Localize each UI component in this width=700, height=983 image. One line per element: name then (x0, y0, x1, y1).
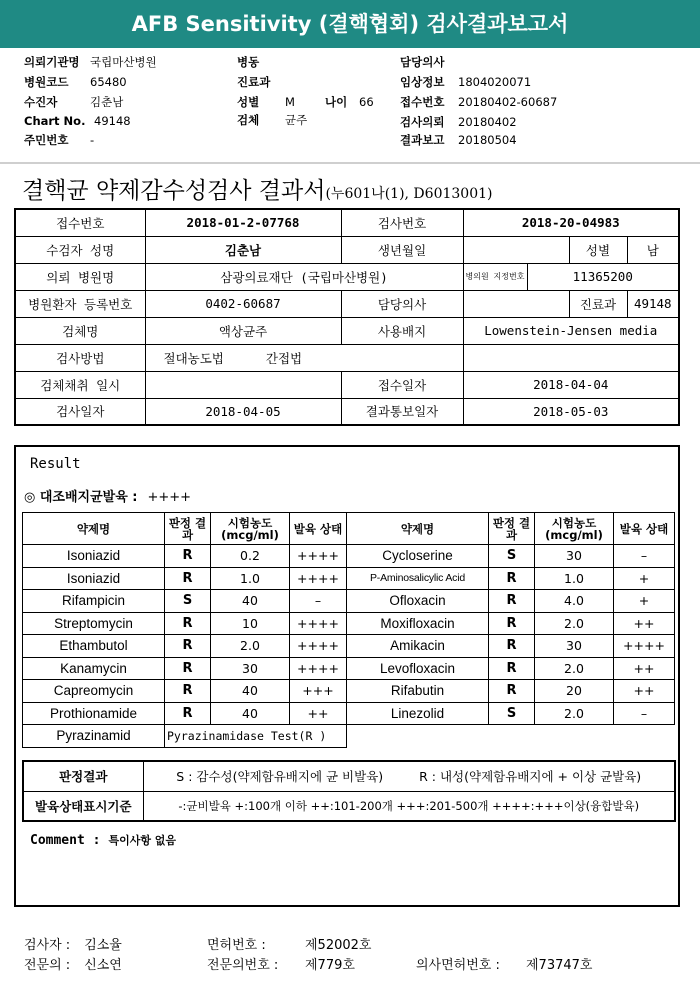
receipt-no-label: 접수번호 (15, 209, 145, 236)
method-label: 검사방법 (15, 344, 145, 371)
result-title: Result (30, 456, 81, 472)
header-result: 판정 결과 (489, 513, 535, 545)
drug-row (23, 545, 675, 568)
drug-result: R (165, 702, 211, 725)
drug-row (23, 657, 675, 680)
exam-date-label: 검사일자 (15, 398, 145, 425)
header-conc: 시험농도 (mcg/ml) (535, 513, 614, 545)
dept-label: 진료과 (569, 290, 627, 317)
drug-growth: ++++ (290, 612, 347, 635)
report-title: 결핵균 약제감수성검사 결과서(누601나(1), D6013001) (22, 178, 493, 204)
drug-result: R (165, 680, 211, 703)
drug-growth: + (614, 590, 675, 613)
drug-concentration: 30 (535, 635, 614, 658)
info-specimen: 검체 균주 (237, 113, 308, 127)
info-dept: 진료과 (237, 75, 271, 89)
drug-concentration: 1.0 (211, 567, 290, 590)
growth-standard-label: 발육상태표시기준 (23, 791, 143, 821)
hospital-label: 의뢰 병원명 (15, 263, 145, 290)
license-no: 면허번호 : 제52002호 (207, 938, 372, 953)
header-result: 판정 결과 (165, 513, 211, 545)
method-value: 절대농도법 간접법 (145, 344, 463, 371)
info-resident-no: 주민번호 - (24, 133, 95, 147)
pyrazinamid-row (23, 725, 675, 748)
drug-name: Streptomycin (23, 612, 165, 635)
notify-value: 2018-05-03 (463, 398, 679, 425)
patient-reg-value: 0402-60687 (145, 290, 341, 317)
designated-label: 병의원 지정번호 (463, 263, 527, 290)
test-no-label: 검사번호 (341, 209, 463, 236)
control-growth: ◎ 대조배지균발육 : ++++ (24, 490, 192, 505)
legend-table (22, 760, 676, 822)
info-receipt-no: 접수번호 20180402-60687 (400, 95, 558, 109)
drug-name: Moxifloxacin (347, 612, 489, 635)
drug-result: R (165, 545, 211, 568)
designated-value: 11365200 (527, 263, 679, 290)
drug-result: R (489, 635, 535, 658)
growth-standard-value: -:균비발육 +:100개 이하 ++:101-200개 +++:201-500개 ++++:+++이상(융합발육) (143, 791, 675, 821)
info-hospital-code: 병원코드 65480 (24, 75, 127, 89)
info-ward: 병동 (237, 55, 260, 69)
sex-value: 남 (627, 236, 679, 263)
drug-name: Rifampicin (23, 590, 165, 613)
comment: Comment : 특이사항 없음 (30, 833, 177, 848)
doctor-value (463, 290, 569, 317)
drug-growth: ++ (290, 702, 347, 725)
receipt-no-value: 2018-01-2-07768 (145, 209, 341, 236)
header-growth: 발육 상태 (614, 513, 675, 545)
drug-concentration: 40 (211, 680, 290, 703)
drug-result: R (165, 612, 211, 635)
drug-concentration: 2.0 (535, 612, 614, 635)
drug-name: Cycloserine (347, 545, 489, 568)
drug-name: Amikacin (347, 635, 489, 658)
collect-label: 검체채취 일시 (15, 371, 145, 398)
drug-result: R (489, 680, 535, 703)
drug-concentration: 30 (535, 545, 614, 568)
drug-name: Pyrazinamid (23, 725, 165, 748)
drug-growth: ++++ (290, 657, 347, 680)
drug-concentration: 30 (211, 657, 290, 680)
drug-row (23, 590, 675, 613)
info-exam-request: 검사의뢰 20180402 (400, 115, 517, 129)
drug-result: R (165, 567, 211, 590)
drug-concentration: 2.0 (211, 635, 290, 658)
doctor-license-no: 의사면허번호 : 제73747호 (416, 958, 593, 973)
dept-value: 49148 (627, 290, 679, 317)
info-result-report: 결과보고 20180504 (400, 133, 517, 147)
test-no-value: 2018-20-04983 (463, 209, 679, 236)
drug-concentration: 20 (535, 680, 614, 703)
drug-growth: – (614, 702, 675, 725)
specimen-value: 액상균주 (145, 317, 341, 344)
drug-row (23, 635, 675, 658)
summary-table (14, 208, 680, 426)
drug-result: R (165, 635, 211, 658)
info-doctor: 담당의사 (400, 55, 445, 69)
medium-value: Lowenstein-Jensen media (463, 317, 679, 344)
drug-name: Prothionamide (23, 702, 165, 725)
drug-growth: ++ (614, 612, 675, 635)
drug-result: R (489, 590, 535, 613)
drug-name: P-Aminosalicylic Acid (347, 567, 489, 590)
drug-growth: ++++ (614, 635, 675, 658)
drug-result-table (22, 512, 675, 748)
drug-growth: ++++ (290, 635, 347, 658)
drug-name: Isoniazid (23, 545, 165, 568)
drug-name: Ofloxacin (347, 590, 489, 613)
drug-growth: ++++ (290, 567, 347, 590)
examiner: 검사자 : 김소율 (24, 938, 122, 953)
received-label: 접수일자 (341, 371, 463, 398)
drug-growth: +++ (290, 680, 347, 703)
drug-growth: + (614, 567, 675, 590)
drug-result: R (489, 657, 535, 680)
collect-value (145, 371, 341, 398)
drug-result: R (489, 567, 535, 590)
info-request-org: 의뢰기관명 국립마산병원 (24, 55, 157, 69)
drug-result: R (489, 612, 535, 635)
header-drug: 약제명 (347, 513, 489, 545)
drug-row (23, 680, 675, 703)
drug-growth: ++ (614, 657, 675, 680)
drug-name: Kanamycin (23, 657, 165, 680)
exam-date-value: 2018-04-05 (145, 398, 341, 425)
drug-row (23, 702, 675, 725)
drug-result: S (489, 545, 535, 568)
patient-reg-label: 병원환자 등록번호 (15, 290, 145, 317)
drug-concentration: 2.0 (535, 657, 614, 680)
separator (0, 162, 700, 164)
notify-label: 결과통보일자 (341, 398, 463, 425)
specialist-no: 전문의번호 : 제779호 (207, 958, 355, 973)
birth-value (463, 236, 569, 263)
name-value: 김춘남 (145, 236, 341, 263)
drug-concentration: 40 (211, 590, 290, 613)
drug-concentration: 2.0 (535, 702, 614, 725)
header-conc: 시험농도 (mcg/ml) (211, 513, 290, 545)
specimen-label: 검체명 (15, 317, 145, 344)
info-clinical: 임상정보 1804020071 (400, 75, 532, 89)
specialist: 전문의 : 신소연 (24, 958, 122, 973)
drug-concentration: 0.2 (211, 545, 290, 568)
drug-name: Capreomycin (23, 680, 165, 703)
drug-result: S (489, 702, 535, 725)
drug-name: Levofloxacin (347, 657, 489, 680)
sex-label: 성별 (569, 236, 627, 263)
received-value: 2018-04-04 (463, 371, 679, 398)
report-header-title: AFB Sensitivity (결핵협회) 검사결과보고서 (131, 12, 569, 36)
method-blank (463, 344, 679, 371)
doctor-label: 담당의사 (341, 290, 463, 317)
drug-concentration: 40 (211, 702, 290, 725)
drug-result: R (165, 657, 211, 680)
blank-cell (347, 725, 675, 748)
drug-name: Isoniazid (23, 567, 165, 590)
drug-name: Linezolid (347, 702, 489, 725)
birth-label: 생년월일 (341, 236, 463, 263)
drug-concentration: 1.0 (535, 567, 614, 590)
drug-name: Ethambutol (23, 635, 165, 658)
info-sex: 성별 M 나이 66 (237, 95, 374, 109)
drug-growth: – (614, 545, 675, 568)
judgement-label: 판정결과 (23, 761, 143, 791)
drug-concentration: 10 (211, 612, 290, 635)
info-patient: 수진자 김춘남 (24, 95, 124, 109)
header-growth: 발육 상태 (290, 513, 347, 545)
drug-growth: ++ (614, 680, 675, 703)
medium-label: 사용배지 (341, 317, 463, 344)
name-label: 수검자 성명 (15, 236, 145, 263)
drug-growth: – (290, 590, 347, 613)
drug-name: Rifabutin (347, 680, 489, 703)
info-chart-no: Chart No. 49148 (24, 114, 131, 128)
drug-result: S (165, 590, 211, 613)
drug-row (23, 567, 675, 590)
hospital-value: 삼광의료재단 (국립마산병원) (145, 263, 463, 290)
header-drug: 약제명 (23, 513, 165, 545)
drug-concentration: 4.0 (535, 590, 614, 613)
pyrazinamidase-test: Pyrazinamidase Test(R ) (165, 725, 347, 748)
judgement-value: S : 감수성(약제함유배지에 균 비발육) R : 내성(약제함유배지에 + 이상 균발육) (143, 761, 675, 791)
drug-row (23, 612, 675, 635)
drug-growth: ++++ (290, 545, 347, 568)
